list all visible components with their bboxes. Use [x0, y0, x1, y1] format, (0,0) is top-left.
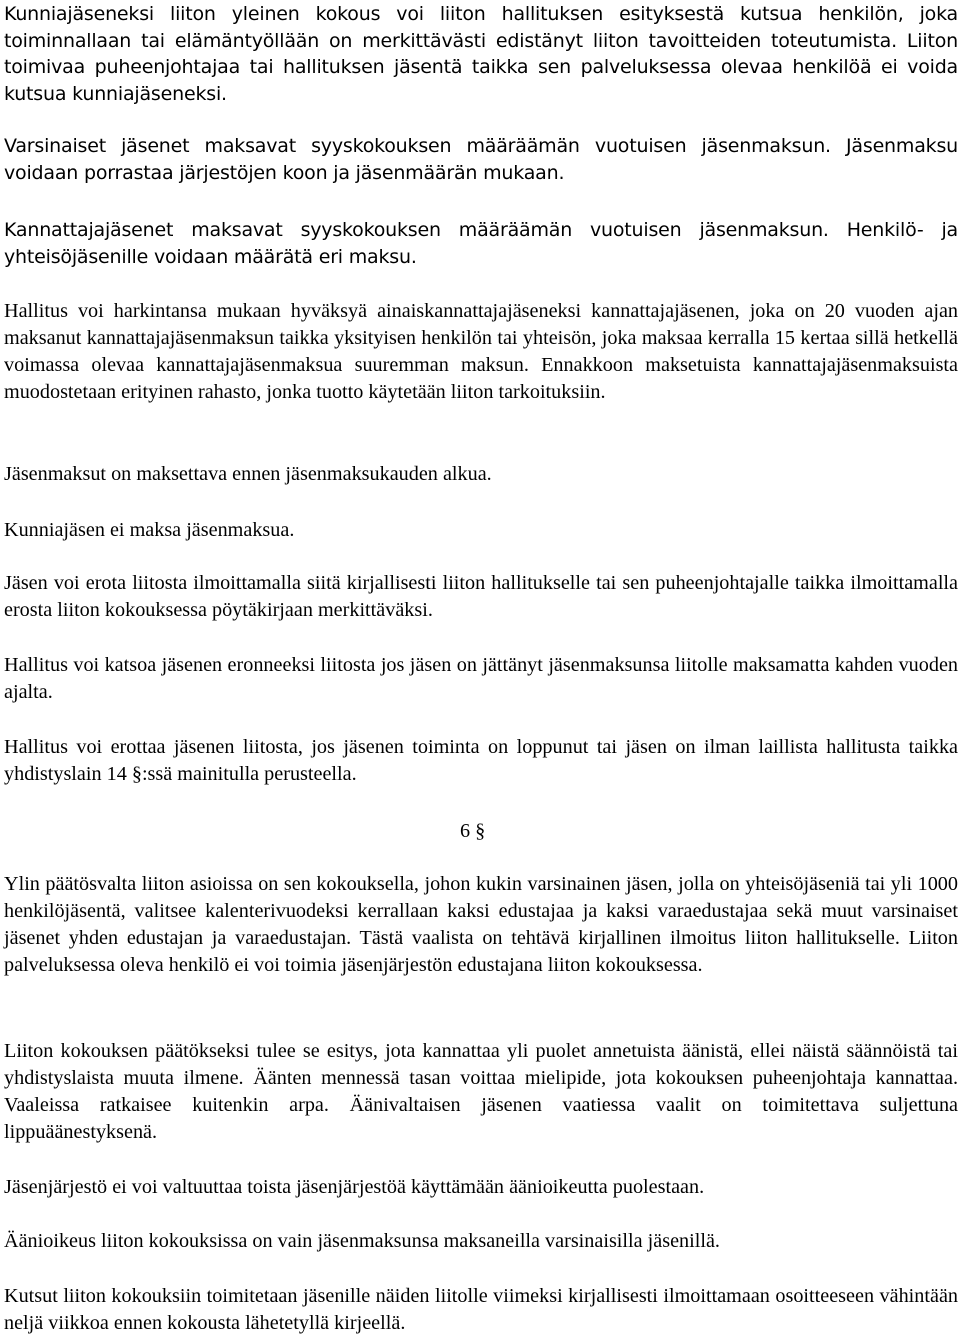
paragraph-resignation: Jäsen voi erota liitosta ilmoittamalla siitä kirjallisesti liiton hallitukselle tai sen puheenjohtajalle taikka ilmoittamalla erosta liiton kokouksessa pöytäkirjaan merkittäväksi. — [4, 572, 958, 621]
paragraph-lifetime-supporting-members: Hallitus voi harkintansa mukaan hyväksyä ainaiskannattajajäseneksi kannattajajäsenen, joka on 20 vuoden ajan maksanut kannattajajäsenmaksun taikka yksityisen henkilön tai yhteisön, joka maksaa kerralla 15 kertaa sillä hetkellä voimassa olevaa kannattajajäsenmaksua suuremman maksun. Ennakkoon maksetuista kannattajajäsenmaksuista muodostetaan erityinen rahasto, jonka tuotto käytetään liiton tarkoituksiin. — [4, 300, 958, 403]
paragraph-supreme-authority: Ylin päätösvalta liiton asioissa on sen kokouksella, johon kukin varsinainen jäsen, jolla on yhteisöjäseniä tai yli 1000 henkilöjäsentä, valitsee kalenterivuodeksi kerrallaan kaksi edustajaa ja kaksi varaedustajaa sekä muut varsinaiset jäsenet yhden edustajan ja varaedustajan. Tästä vaalista on tehtävä kirjallinen ilmoitus liiton hallitukselle. Liiton palveluksessa oleva henkilö ei voi toimia jäsenjärjestön edustajana liiton kokouksessa. — [4, 873, 958, 976]
paragraph-regular-member-fee: Varsinaiset jäsenet maksavat syyskokouksen määräämän vuotuisen jäsenmaksun. Jäsenmaksu voidaan porrastaa järjestöjen koon ja jäsenmäärän mukaan. — [4, 135, 958, 184]
paragraph-voting-rights: Äänioikeus liiton kokouksissa on vain jäsenmaksunsa maksaneilla varsinaisilla jäsenillä. — [4, 1230, 720, 1252]
paragraph-decision-rules: Liiton kokouksen päätökseksi tulee se esitys, jota kannattaa yli puolet annetuista äänistä, ellei näistä säännöistä tai yhdistyslaista muuta ilmene. Äänten mennessä tasan voittaa mielipide, jota kokouksen puheenjohtaja kannattaa. Vaaleissa ratkaisee kuitenkin arpa. Äänivaltaisen jäsenen vaatiessa vaalit on toimitettava suljettuna lippuäänestyksenä. — [4, 1040, 958, 1143]
section-heading: 6 § — [460, 820, 486, 842]
paragraph-deemed-resigned: Hallitus voi katsoa jäsenen eronneeksi liitosta jos jäsen on jättänyt jäsenmaksunsa liitolle maksamatta kahden vuoden ajalta. — [4, 654, 958, 703]
paragraph-no-proxy-voting: Jäsenjärjestö ei voi valtuuttaa toista jäsenjärjestöä käyttämään äänioikeutta puolestaan. — [4, 1176, 705, 1198]
paragraph-fee-due: Jäsenmaksut on maksettava ennen jäsenmaksukauden alkua. — [4, 463, 492, 485]
paragraph-honorary-members: Kunniajäseneksi liiton yleinen kokous voi liiton hallituksen esityksestä kutsua henkilön, joka toiminnallaan tai elämäntyöllään on merkittävästi edistänyt liiton tavoitteiden toteutumista. Liiton toimivaa puheenjohtajaa tai hallituksen jäsentä taikka sen palveluksessa olevaa henkilöä ei voida kutsua kunniajäseneksi. — [4, 3, 958, 105]
paragraph-honorary-no-fee: Kunniajäsen ei maksa jäsenmaksua. — [4, 519, 295, 541]
paragraph-expulsion: Hallitus voi erottaa jäsenen liitosta, jos jäsenen toiminta on loppunut tai jäsen on ilman laillista hallitusta taikka yhdistyslain 14 §:ssä mainitulla perusteella. — [4, 736, 958, 785]
paragraph-supporting-member-fee: Kannattajajäsenet maksavat syyskokouksen määräämän vuotuisen jäsenmaksun. Henkilö- ja yhteisöjäsenille voidaan määrätä eri maksu. — [4, 219, 958, 268]
paragraph-meeting-invitations: Kutsut liiton kokouksiin toimitetaan jäsenille näiden liitolle viimeksi kirjallisesti ilmoittamaan osoitteeseen vähintään neljä viikkoa ennen kokousta lähetetyllä kirjeellä. — [4, 1285, 958, 1334]
